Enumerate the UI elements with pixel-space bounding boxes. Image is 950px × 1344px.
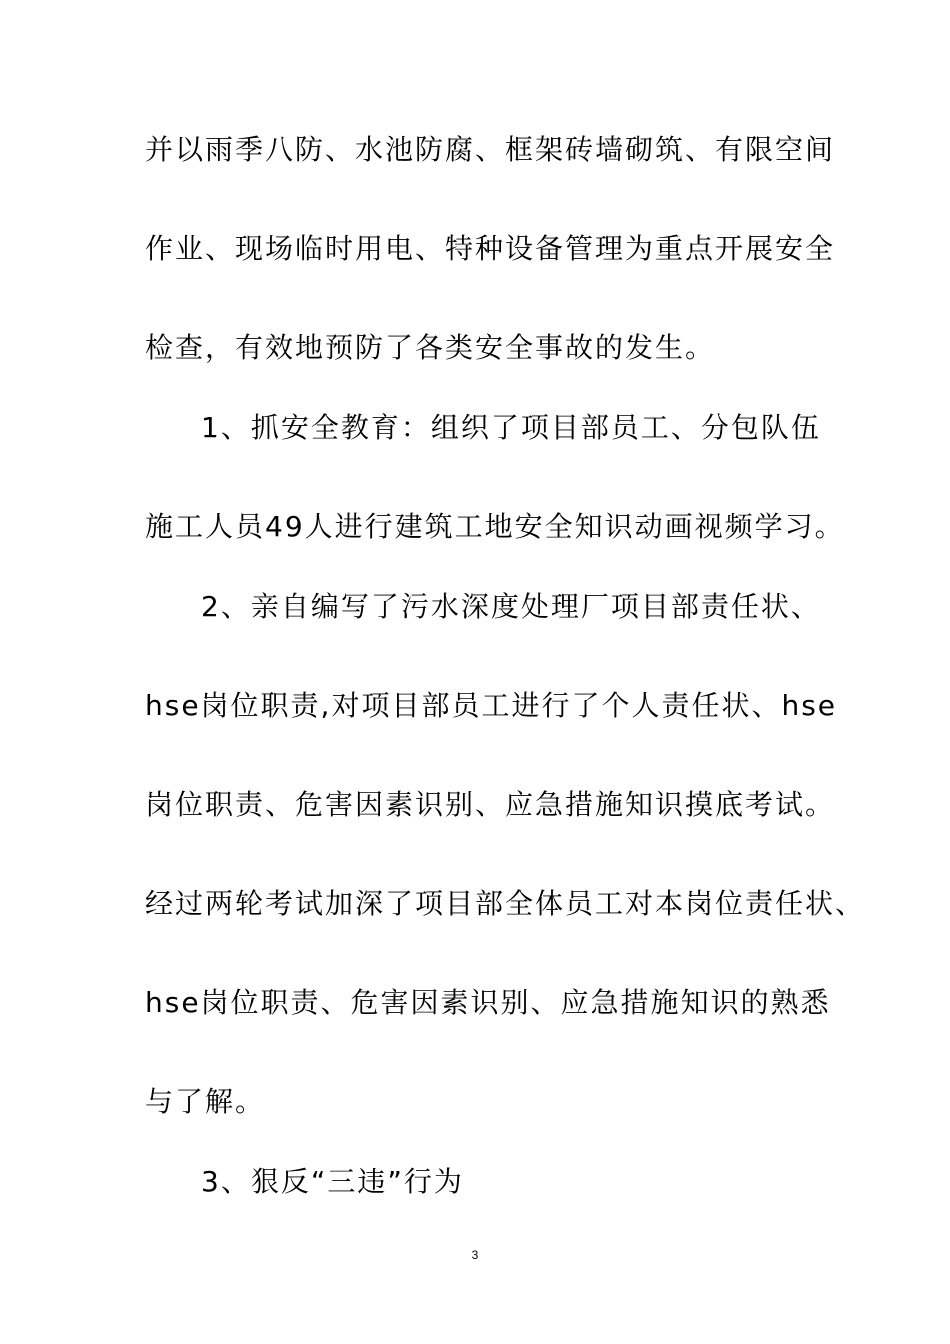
list-item-3: 3、狠反“三违”行为 [201, 1165, 464, 1198]
paragraph-line: 与了解。 [145, 1085, 266, 1118]
list-item-1: 1、抓安全教育：组织了项目部员工、分包队伍 [201, 411, 821, 444]
paragraph-line: 检查，有效地预防了各类安全事故的发生。 [145, 331, 716, 364]
page-number: 3 [471, 1248, 479, 1262]
paragraph-line: 经过两轮考试加深了项目部全体员工对本岗位责任状、 [145, 887, 866, 920]
list-item-2: 2、亲自编写了污水深度处理厂项目部责任状、 [201, 590, 821, 623]
paragraph-line: 作业、现场临时用电、特种设备管理为重点开展安全 [145, 232, 836, 265]
paragraph-line: 施工人员49人进行建筑工地安全知识动画视频学习。 [145, 510, 845, 543]
paragraph-line: 岗位职责、危害因素识别、应急措施知识摸底考试。 [145, 788, 836, 821]
paragraph-line: hse岗位职责,对项目部员工进行了个人责任状、hse [145, 689, 838, 722]
paragraph-line: 并以雨季八防、水池防腐、框架砖墙砌筑、有限空间 [145, 133, 836, 166]
paragraph-line: hse岗位职责、危害因素识别、应急措施知识的熟悉 [145, 986, 831, 1019]
